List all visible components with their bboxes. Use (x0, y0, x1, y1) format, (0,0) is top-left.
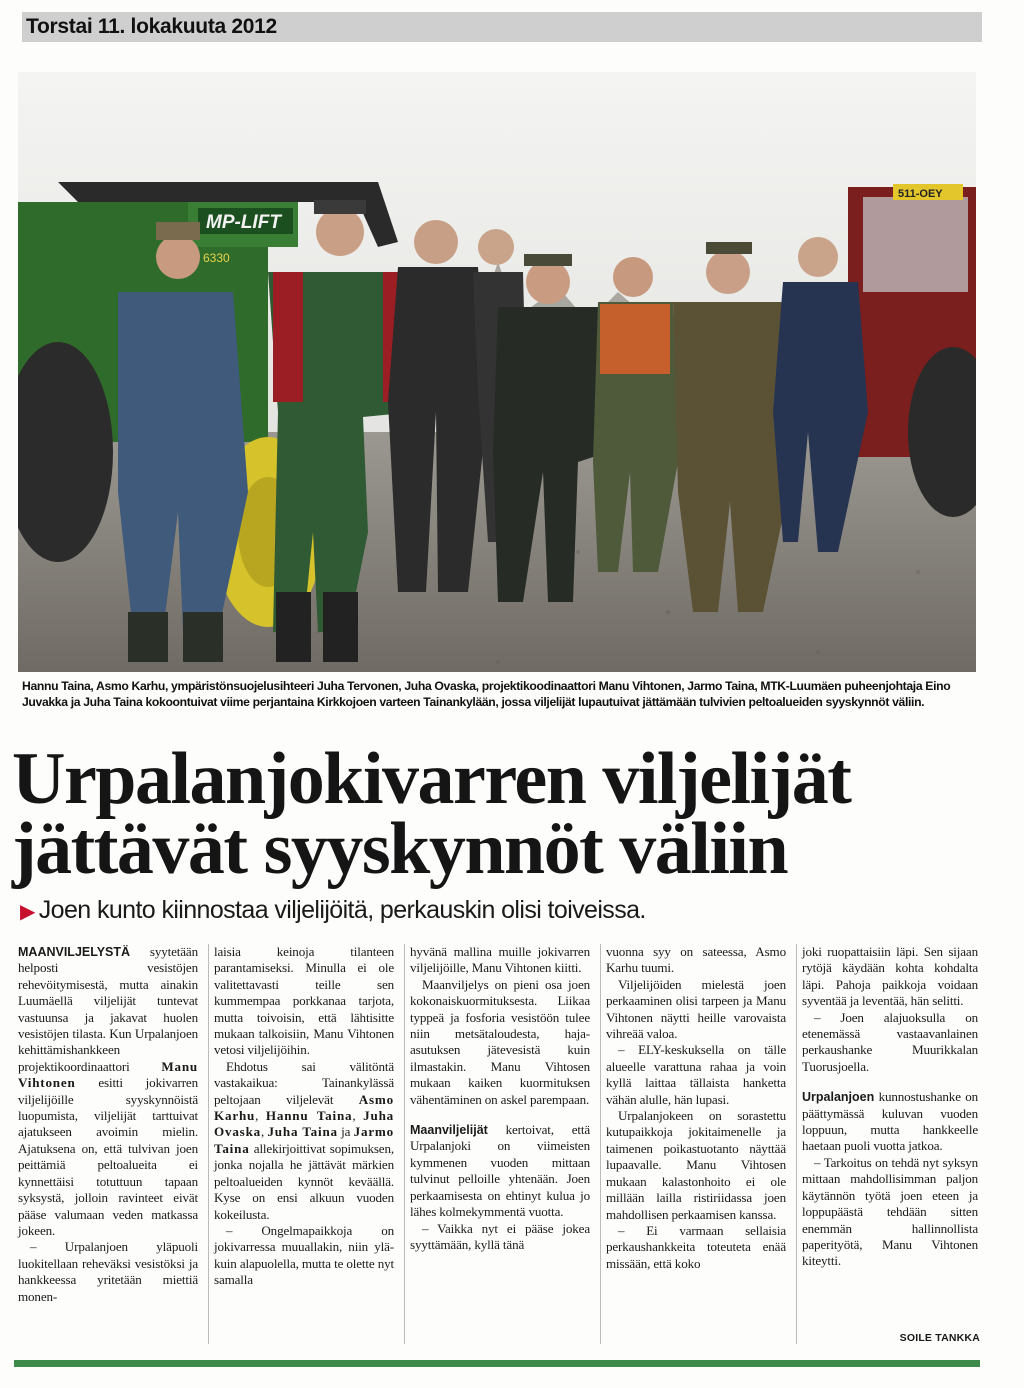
column-divider (404, 944, 405, 1344)
separator: , (255, 1108, 266, 1124)
paragraph: Maanviljelys on pieni osa joen kokonaiskuormituksesta. Liikaa typpeä ja fosforia vesistöön tulee niin metsätaloudesta, haja-asutuksen jätevesistä kuin ilmastakin. Manu Vihtosen mukaan kaiken kuormituksen vähentäminen on askel parempaan. (410, 976, 590, 1107)
paragraph: – Urpalanjoen yläpuoli luokitellaan reheväksi vesistöksi ja hankkeessa yritetään miettiä monen- (18, 1239, 198, 1304)
article-body (18, 944, 980, 1349)
deck-arrow-icon: ▶ (20, 901, 35, 923)
paragraph: Urpalanjokeen on sorastettu kutupaikkoja jokitaimenelle ja taimenen poikastuotanto näyttää lupaavalle. Manu Vihtosen mukaan kalastonhoito ei ole millään lailla ristiriidassa joen mahdollisen perkaamisen kanssa. (606, 1108, 786, 1222)
paragraph: – Vaikka nyt ei pääse jokea syyttämään, kyllä tänä (410, 1220, 590, 1252)
paragraph: hyvänä mallina muille jokivarren viljelijöille, Manu Vihtonen kiitti. (410, 944, 590, 976)
person-name: Asmo Karhu (214, 1091, 394, 1124)
article-column-3 (410, 944, 590, 1253)
paragraph: Viljelijöiden mielestä joen perkaaminen olisi tarpeen ja Manu Vihtonen näytti heille varovaista vihreää valoa. (606, 976, 786, 1042)
column-divider (208, 944, 209, 1344)
kicker-word: MAANVILJELYSTÄ (18, 945, 131, 959)
person-name: Juha Taina (267, 1124, 338, 1140)
dateline: Torstai 11. lokakuuta 2012 (22, 12, 982, 42)
paragraph: syytetään helposti vesistöjen rehevöitymisestä, mutta ainakin Luumäellä viljelijät tuntevat vastuunsa ja jakavat huolen vesistöjen tilasta. Kun Urpalanjoen kehittämishankkeen projektikoordinaattori (18, 944, 198, 1074)
headline-line-2: jättävät syyskynnöt väliin (12, 808, 788, 890)
tractor-number: 6330 (203, 251, 230, 265)
paragraph: kunnostushanke on päättymässä kuluvan vuoden loppuun, mutta hankkeelle haetaan puoli vuotta jatkoa. (802, 1089, 978, 1154)
person-name: Hannu Taina (265, 1108, 353, 1124)
paragraph: joki ruopattaisiin läpi. Sen sijaan rytöjä käydään kohta kohdalta läpi. Pahoja paikkoja voidaan syventää ja leventää, hän selitti. (802, 944, 978, 1009)
paragraph: Ehdotus sai välitöntä vastakaikua: Tainankylässä peltojaan viljelevät (214, 1058, 394, 1107)
paragraph: vuonna syy on sateessa, Asmo Karhu tuumi. (606, 944, 786, 976)
tractor-label-text: MP-LIFT (206, 212, 281, 233)
person-name: Manu Vihtonen (18, 1058, 198, 1091)
kicker-word: Urpalanjoen (802, 1090, 875, 1105)
article-column-5 (802, 944, 978, 1270)
paragraph: kertoivat, että Urpalanjoki on viimeisten kymmenen vuoden mittaan tulvinut pelloille yhtenään. Joen perkaamisesta on ehtinyt kulua jo lähes kolmekymmentä vuotta. (410, 1122, 590, 1220)
tractor-label (198, 208, 293, 234)
deck-text: Joen kunto kiinnostaa viljelijöitä, perkauskin olisi toiveissa. (38, 896, 646, 924)
paragraph: – Ongelmapaikkoja on jokivarressa muuallakin, niin ylä- kuin alapuolella, mutta te olette nyt samalla (214, 1222, 394, 1288)
separator: , (261, 1124, 268, 1140)
person-name: Jarmo Taina (214, 1124, 394, 1156)
subheadline (20, 896, 646, 925)
photo-illustration (18, 72, 976, 672)
article-column-1 (18, 944, 198, 1305)
headline-line-1: Urpalanjokivarren viljelijät (12, 738, 851, 820)
column-divider (600, 944, 601, 1344)
paragraph: esitti jokivarren viljelijöille syyskynnöistä luopumista, viljelijät tarttuivat ajatukseen avoimin mielin. Ajatuksena on, että tulvivan joen peittämiä peltoalueita ei kynnettäisi totuttuun tapaan syksystä, jolloin ravinteet eivät pääse valumaan veden matkassa jokeen. (18, 1075, 198, 1238)
plate-text: 511-OEY (898, 188, 943, 200)
headline (12, 738, 1012, 890)
kicker-word: Maanviljelijät (410, 1123, 488, 1138)
article-column-4 (606, 944, 786, 1272)
paragraph: – Ei varmaan sellaisia perkaushankkeita toteuteta enää missään, että koko (606, 1222, 786, 1271)
byline: SOILE TANKKA (899, 1332, 980, 1344)
bottom-rule (14, 1360, 980, 1367)
paragraph: – Tarkoitus on tehdä nyt syksyn mittaan mahdollisimman paljon käytännön työtä joen eteen ja loppupäästä tehdään sitten enemmän hallinnollista paperityötä, Manu Vihtonen kiteytti. (802, 1154, 978, 1269)
article-column-2 (214, 944, 394, 1289)
group-photo (18, 72, 976, 672)
person-name: Juha Ovaska (214, 1108, 395, 1140)
paragraph: allekirjoittivat sopimuksen, jonka nojalla he jättävät märkien peltoalueiden kynnöt keväällä. Kyse on ensi alkuun vuoden kokeilusta. (214, 1140, 394, 1222)
separator: , (352, 1108, 364, 1124)
photo-caption: Hannu Taina, Asmo Karhu, ympäristönsuojelusihteeri Juha Tervonen, Juha Ovaska, projektikoodinaattori Manu Vihtonen, Jarmo Taina, MTK-Luumäen puheenjohtaja Eino Juvakka ja Juha Taina kokoontuivat viime perjantaina Kirkkojoen varteen Tainankylään, jossa viljelijät lupautuivat jättämään tulvivien peltoalueiden syyskynnöt väliin. (22, 679, 951, 709)
paragraph: – ELY-keskuksella on tälle alueelle varattuna rahaa ja voin kyllä laittaa tällaista hanketta vähän alulle, hän lupasi. (606, 1042, 786, 1107)
separator: ja (337, 1124, 354, 1140)
paragraph: laisia keinoja tilanteen parantamiseksi. Minulla ei ole valitettavasti teille sen kummempaa porkkanaa tarjota, mutta toivoisin, että lähtisitte mukaan talkoisiin, Manu Vihtonen vetosi viljelijöihin. (214, 944, 394, 1058)
column-divider (796, 944, 797, 1344)
paragraph: – Joen alajuoksulla on etenemässä vastaavanlainen perkaushanke Muurikkalan Tuorusjoella. (802, 1009, 978, 1074)
